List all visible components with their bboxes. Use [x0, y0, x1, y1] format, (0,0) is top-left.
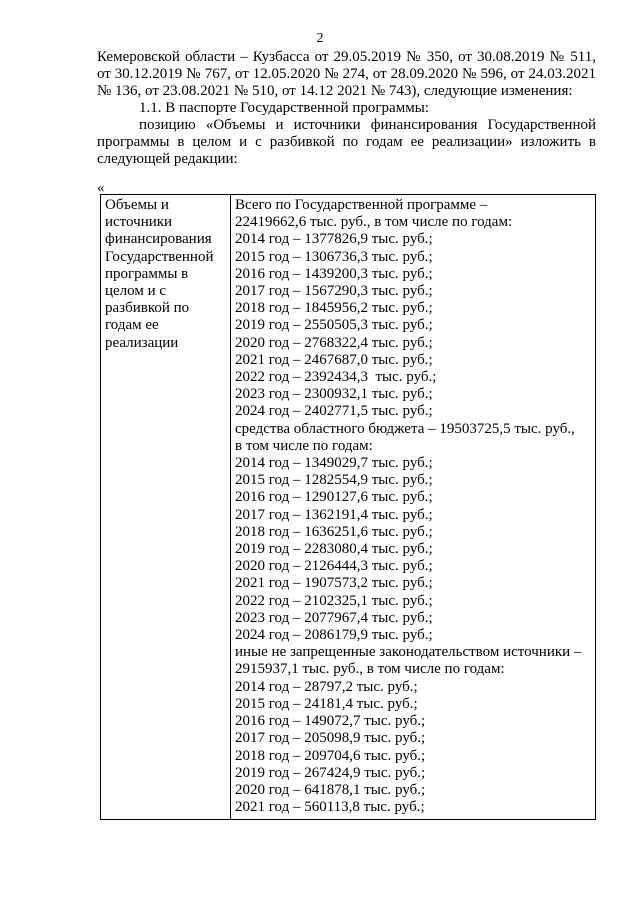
table-content-line: 2019 год – 267424,9 тыс. руб.; — [235, 764, 426, 781]
table-content-line: 2021 год – 2467687,0 тыс. руб.; — [235, 351, 433, 368]
table-content-line: 2015 год – 1306736,3 тыс. руб.; — [235, 248, 433, 265]
table-content-line: 2018 год – 209704,6 тыс. руб.; — [235, 747, 426, 764]
table-content-line: иные не запрещенные законодательством источники – — [235, 644, 582, 661]
table-content-line: 2021 год – 1907573,2 тыс. руб.; — [235, 575, 433, 592]
position-line-1: позицию «Объемы и источники финансирования Государственной — [139, 117, 596, 133]
table-content-line: 2023 год – 2077967,4 тыс. руб.; — [235, 609, 433, 626]
table-label-line: программы в — [105, 265, 189, 282]
intro-line-2: от 30.12.2019 № 767, от 12.05.2020 № 274, от 28.09.2020 № 596, от 24.03.2021 — [97, 66, 596, 82]
intro-item: 1.1. В паспорте Государственной программы: — [139, 100, 429, 116]
table-content-line: 2019 год – 2283080,4 тыс. руб.; — [235, 541, 433, 558]
table-label-line: Государственной — [105, 248, 214, 265]
financing-table — [100, 194, 596, 820]
table-content-line: 2017 год – 205098,9 тыс. руб.; — [235, 730, 426, 747]
position-line-3: следующей редакции: — [97, 151, 238, 167]
table-label-line: источники — [105, 214, 173, 231]
table-label-line: годам ее — [105, 317, 159, 334]
table-content-line: 2016 год – 1439200,3 тыс. руб.; — [235, 265, 433, 282]
table-label-line: Объемы и — [105, 197, 169, 213]
table-content-line: 2014 год – 28797,2 тыс. руб.; — [235, 678, 418, 695]
table-content-line: в том числе по годам: — [235, 437, 373, 454]
table-content-line: 2022 год – 2392434,3 тыс. руб.; — [235, 369, 437, 386]
table-content-cell — [231, 195, 596, 820]
table-content-line: 2017 год – 1567290,3 тыс. руб.; — [235, 283, 433, 300]
intro-text — [97, 49, 596, 168]
table-content-line: 2022 год – 2102325,1 тыс. руб.; — [235, 592, 433, 609]
table-content-line: 2015 год – 1282554,9 тыс. руб.; — [235, 472, 433, 489]
table-content-line: 2020 год – 641878,1 тыс. руб.; — [235, 781, 426, 798]
table-label-line: финансирования — [105, 231, 212, 248]
table-content-line: Всего по Государственной программе – — [235, 197, 488, 213]
table-content-line: 2019 год – 2550505,3 тыс. руб.; — [235, 317, 433, 334]
table-content-line: 2014 год – 1349029,7 тыс. руб.; — [235, 455, 433, 472]
opening-quote: « — [97, 180, 105, 196]
table-content-line: 2020 год – 2768322,4 тыс. руб.; — [235, 334, 433, 351]
table-content-line: 22419662,6 тыс. руб., в том числе по годам: — [235, 214, 513, 231]
table-label-cell — [101, 195, 231, 820]
table-row — [101, 195, 596, 820]
table-content-line: 2024 год – 2402771,5 тыс. руб.; — [235, 403, 433, 420]
table-label-line: целом и с — [105, 283, 167, 300]
table-label-line: разбивкой по — [105, 300, 190, 317]
page-number: 2 — [316, 31, 324, 46]
table-content-line: 2023 год – 2300932,1 тыс. руб.; — [235, 386, 433, 403]
table-label-line: реализации — [105, 334, 179, 351]
table-content-line: 2014 год – 1377826,9 тыс. руб.; — [235, 231, 433, 248]
table-content-line: 2018 год – 1636251,6 тыс. руб.; — [235, 523, 433, 540]
position-line-2: программы в целом и с разбивкой по годам ее реализации» изложить в — [97, 134, 596, 150]
table-content-line: 2915937,1 тыс. руб., в том числе по годам: — [235, 661, 505, 678]
table-content-line: 2020 год – 2126444,3 тыс. руб.; — [235, 558, 433, 575]
table-content-line: 2015 год – 24181,4 тыс. руб.; — [235, 695, 418, 712]
table-content-line: средства областного бюджета – 19503725,5 тыс. руб., — [235, 420, 575, 437]
table-content-line: 2018 год – 1845956,2 тыс. руб.; — [235, 300, 433, 317]
table-content-line: 2016 год – 1290127,6 тыс. руб.; — [235, 489, 433, 506]
intro-line-1: Кемеровской области – Кузбасса от 29.05.2019 № 350, от 30.08.2019 № 511, — [97, 49, 596, 65]
table-content-line: 2024 год – 2086179,9 тыс. руб.; — [235, 627, 433, 644]
table-content-line: 2021 год – 560113,8 тыс. руб.; — [235, 799, 425, 816]
table-content-line: 2017 год – 1362191,4 тыс. руб.; — [235, 506, 433, 523]
table-content-line: 2016 год – 149072,7 тыс. руб.; — [235, 713, 426, 730]
intro-line-3: № 136, от 23.08.2021 № 510, от 14.12 2021 № 743), следующие изменения: — [97, 83, 573, 99]
